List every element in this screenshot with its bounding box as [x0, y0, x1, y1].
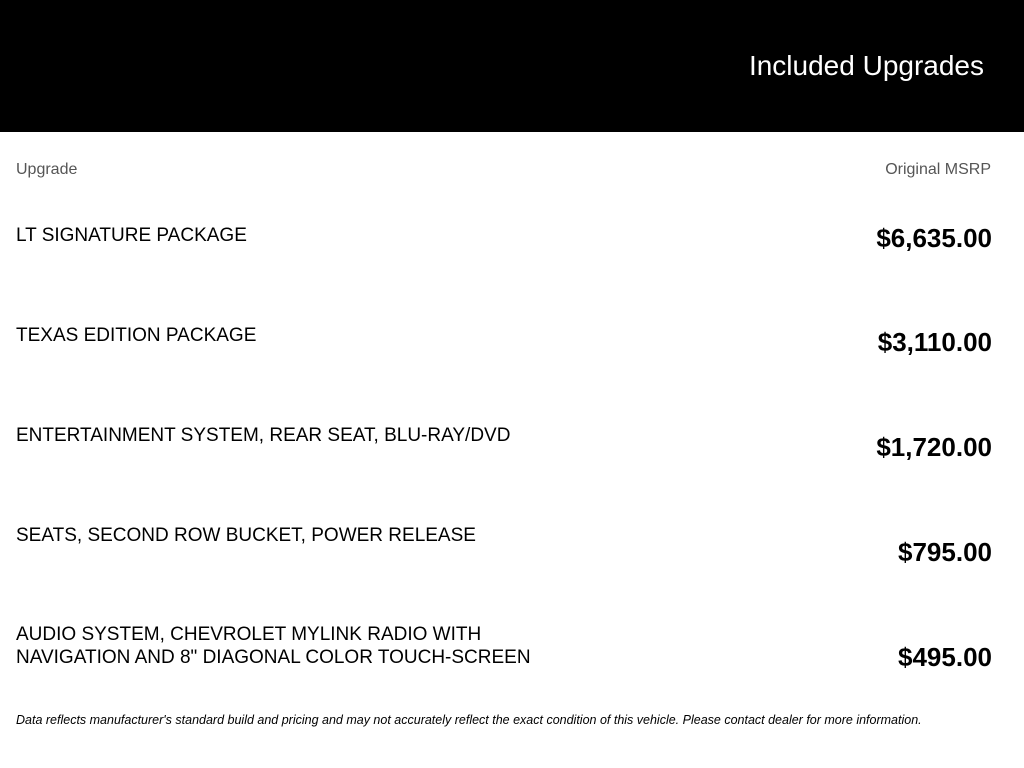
header-bar — [0, 0, 1024, 132]
upgrade-name: TEXAS EDITION PACKAGE — [16, 325, 257, 346]
disclaimer-text: Data reflects manufacturer's standard build and pricing and may not accurately reflect the exact condition of this vehicle. Please contact dealer for more information. — [16, 713, 922, 727]
table-row — [16, 424, 992, 464]
upgrade-price: $6,635.00 — [876, 223, 992, 253]
upgrade-name: SEATS, SECOND ROW BUCKET, POWER RELEASE — [16, 525, 476, 546]
table-row — [16, 524, 992, 567]
upgrade-price: $1,720.00 — [876, 432, 992, 462]
upgrade-price: $795.00 — [898, 537, 992, 567]
upgrade-name: LT SIGNATURE PACKAGE — [16, 225, 247, 246]
page-title: Included Upgrades — [748, 50, 984, 81]
upgrade-name: ENTERTAINMENT SYSTEM, REAR SEAT, BLU-RAY/DVD — [16, 425, 511, 446]
column-header-upgrade: Upgrade — [16, 161, 78, 178]
table-row — [16, 224, 992, 264]
table-row — [16, 324, 992, 364]
upgrade-name: AUDIO SYSTEM, CHEVROLET MYLINK RADIO WITH NAVIGATION AND 8" DIAGONAL COLOR TOUCH-SCREEN — [16, 624, 531, 668]
table-row — [16, 623, 992, 673]
column-header-msrp: Original MSRP — [885, 161, 991, 178]
upgrade-price: $495.00 — [898, 642, 992, 672]
upgrade-price: $3,110.00 — [877, 327, 992, 357]
